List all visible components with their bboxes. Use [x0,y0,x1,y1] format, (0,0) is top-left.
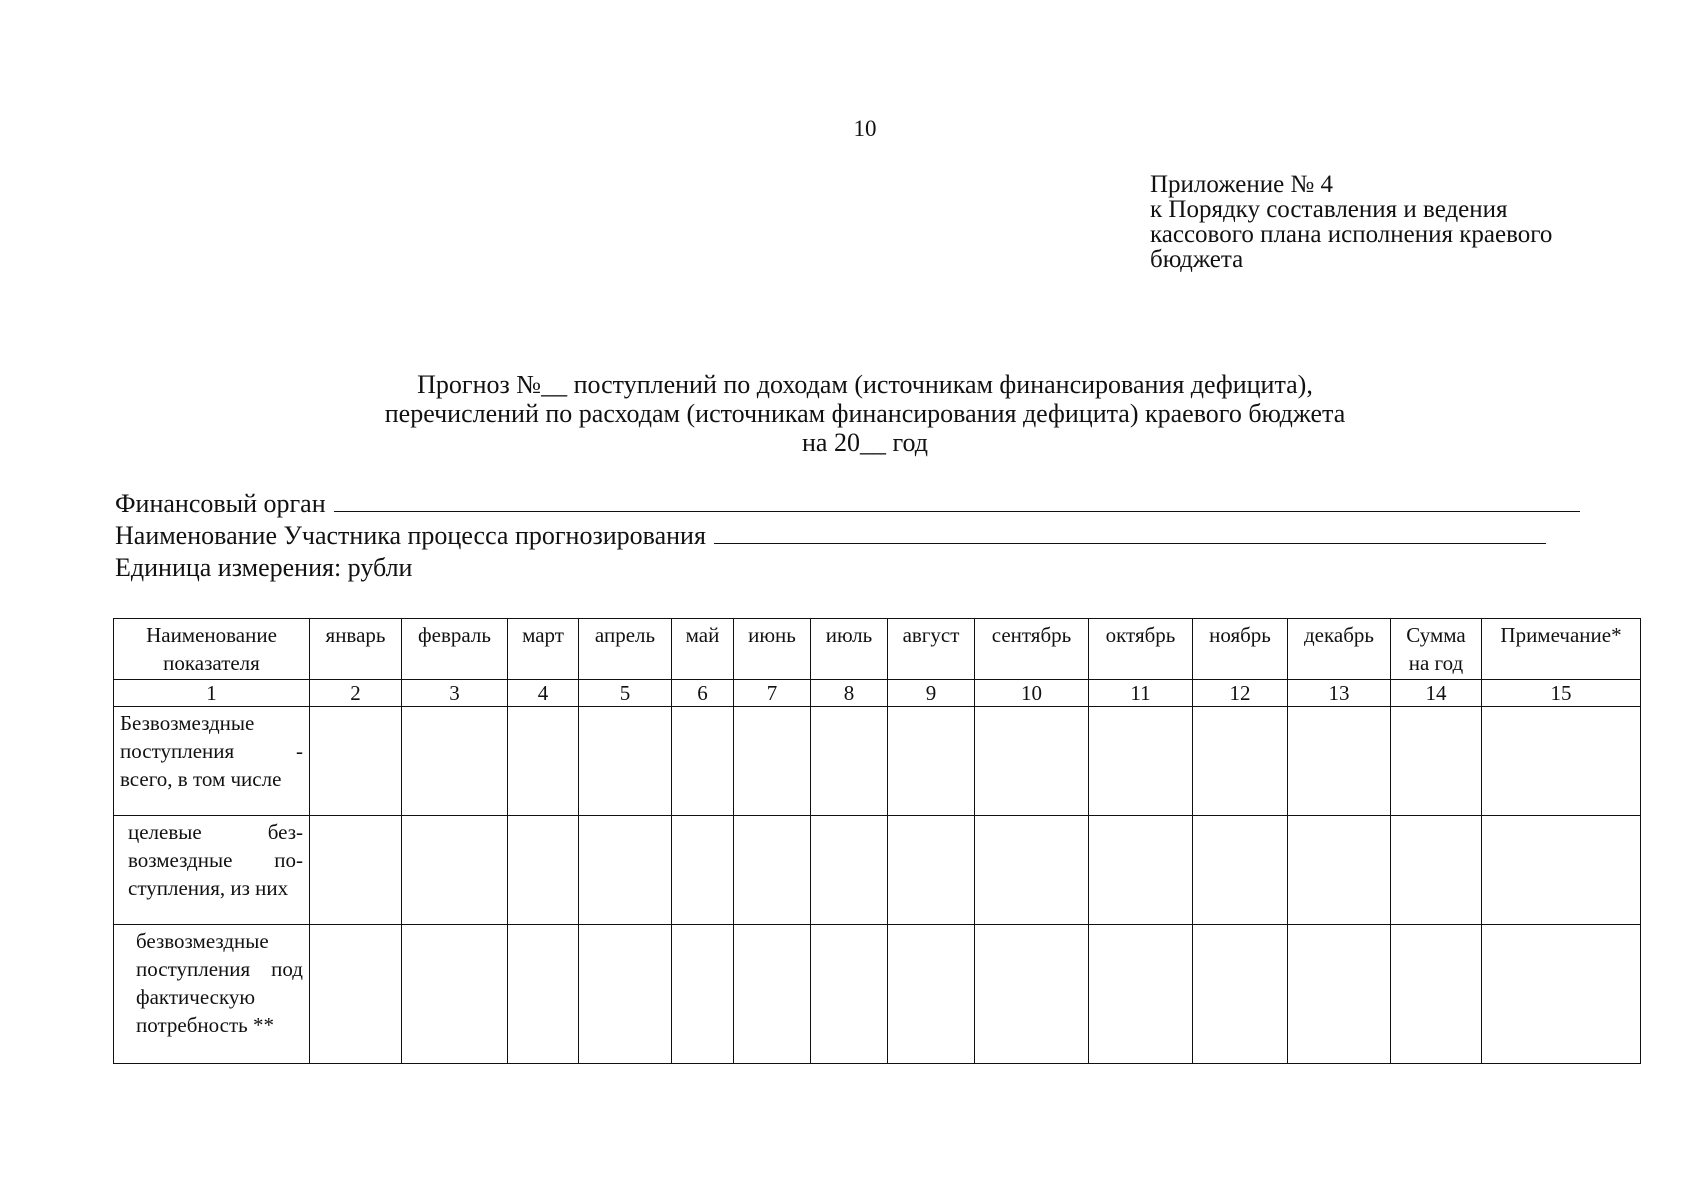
table-row [114,925,1641,1064]
table-cell[interactable] [579,925,672,1064]
table-cell[interactable] [734,707,811,816]
row-label-total-free-receipts: Безвозмездные поступления - всего, в том числе [114,707,310,816]
appendix-line-4: бюджета [1150,246,1244,273]
table-cell[interactable] [310,707,402,816]
table-cell[interactable] [579,707,672,816]
table-cell[interactable] [1288,707,1391,816]
appendix-line-3: кассового плана исполнения краевого [1150,221,1553,248]
appendix-line-2: к Порядку составления и ведения [1150,196,1508,223]
table-cell[interactable] [402,925,508,1064]
table-cell[interactable] [888,707,975,816]
table-cell[interactable] [672,707,734,816]
row-label-actual-need-receipts: безвозмездные поступления под фактическую потребность ** [114,925,310,1064]
row-label-targeted-free-receipts: целевые безвозмездные поступления, из них [114,816,310,925]
header-cell-april: апрель [579,619,672,680]
table-cell[interactable] [1482,925,1641,1064]
column-number: 1 [114,680,310,707]
form-fields [115,488,1580,584]
column-number: 11 [1089,680,1193,707]
header-cell-february: февраль [402,619,508,680]
column-number: 14 [1391,680,1482,707]
header-cell-may: май [672,619,734,680]
table-cell[interactable] [975,707,1089,816]
table-cell[interactable] [672,816,734,925]
header-cell-indicator: Наименование показателя [114,619,310,680]
page-number: 10 [853,116,877,141]
financial-body-field [115,488,1580,520]
table-cell[interactable] [811,707,888,816]
table-cell[interactable] [310,816,402,925]
header-cell-january: январь [310,619,402,680]
unit-field [115,552,1580,584]
table-cell[interactable] [1288,816,1391,925]
title-line-3: на 20__ год [802,428,928,457]
table-cell[interactable] [579,816,672,925]
title-line-1: Прогноз №__ поступлений по доходам (источникам финансирования дефицита), [417,370,1313,399]
table-cell[interactable] [1193,816,1288,925]
header-cell-july: июль [811,619,888,680]
column-number: 2 [310,680,402,707]
header-cell-november: ноябрь [1193,619,1288,680]
header-cell-october: октябрь [1089,619,1193,680]
column-number: 9 [888,680,975,707]
table-cell[interactable] [310,925,402,1064]
appendix-reference [1150,172,1552,272]
participant-field [115,520,1580,552]
table-cell[interactable] [811,816,888,925]
table-cell[interactable] [402,707,508,816]
header-row [114,619,1641,680]
table-cell[interactable] [975,816,1089,925]
title-line-2: перечислений по расходам (источникам финансирования дефицита) краевого бюджета [384,399,1346,428]
table-cell[interactable] [888,925,975,1064]
forecast-table [113,618,1641,1064]
table-cell[interactable] [1391,707,1482,816]
column-number: 12 [1193,680,1288,707]
unit-label: Единица измерения: рубли [115,553,413,582]
column-number: 6 [672,680,734,707]
header-cell-august: август [888,619,975,680]
table-cell[interactable] [888,816,975,925]
column-number: 5 [579,680,672,707]
column-number: 13 [1288,680,1391,707]
participant-blank-line[interactable] [714,521,1546,544]
table-row [114,816,1641,925]
table-cell[interactable] [1193,925,1288,1064]
table-cell[interactable] [672,925,734,1064]
header-cell-december: декабрь [1288,619,1391,680]
table-cell[interactable] [975,925,1089,1064]
financial-body-blank-line[interactable] [334,489,1580,512]
header-cell-june: июнь [734,619,811,680]
column-number: 15 [1482,680,1641,707]
column-number: 7 [734,680,811,707]
table-cell[interactable] [508,816,579,925]
table-cell[interactable] [1193,707,1288,816]
table-cell[interactable] [508,707,579,816]
table-cell[interactable] [402,816,508,925]
table-cell[interactable] [1482,707,1641,816]
table-cell[interactable] [1089,816,1193,925]
column-number: 4 [508,680,579,707]
column-number: 3 [402,680,508,707]
table-cell[interactable] [1391,925,1482,1064]
table-cell[interactable] [811,925,888,1064]
document-title [0,370,1697,457]
header-cell-september: сентябрь [975,619,1089,680]
participant-label: Наименование Участника процесса прогнозирования [115,521,706,550]
table-cell[interactable] [1089,925,1193,1064]
appendix-line-1: Приложение № 4 [1150,171,1334,198]
column-number: 10 [975,680,1089,707]
financial-body-label: Финансовый орган [115,489,326,518]
column-number-row [114,680,1641,707]
header-cell-note: Примечание* [1482,619,1641,680]
header-cell-march: март [508,619,579,680]
table-cell[interactable] [734,816,811,925]
table-cell[interactable] [1089,707,1193,816]
table-row [114,707,1641,816]
table-cell[interactable] [508,925,579,1064]
column-number: 8 [811,680,888,707]
table-cell[interactable] [734,925,811,1064]
table-cell[interactable] [1482,816,1641,925]
header-cell-year-total: Сумма на год [1391,619,1482,680]
table-cell[interactable] [1288,925,1391,1064]
table-cell[interactable] [1391,816,1482,925]
